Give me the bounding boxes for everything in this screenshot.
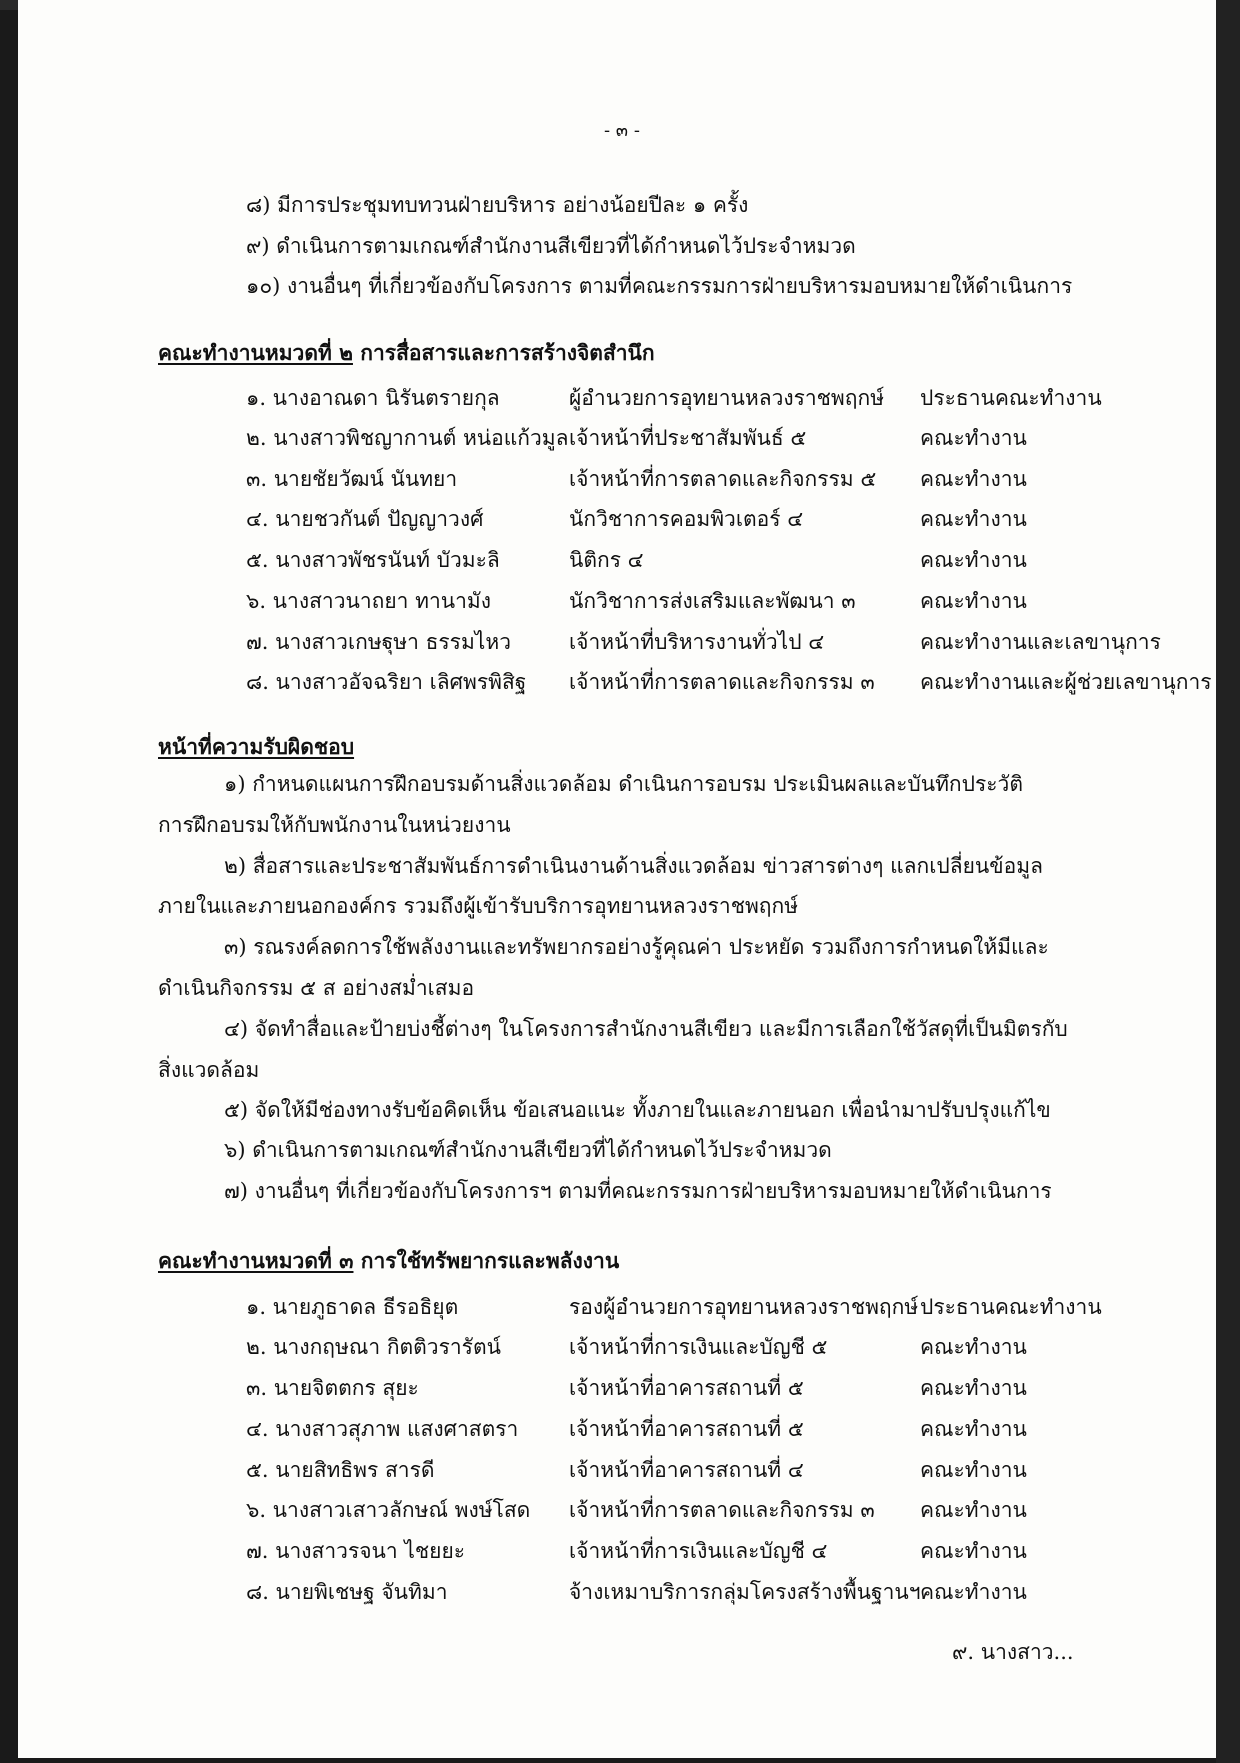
member-role: คณะทำงาน bbox=[920, 1580, 1027, 1604]
member-name: ๖. นางสาวเสาวลักษณ์ พงษ์โสด bbox=[246, 1498, 531, 1522]
member-role: คณะทำงานและผู้ช่วยเลขานุการ bbox=[920, 670, 1212, 694]
member-position: เจ้าหน้าที่ประชาสัมพันธ์ ๕ bbox=[569, 426, 807, 450]
member-role: คณะทำงาน bbox=[920, 548, 1027, 572]
member-name: ๖. นางสาวนาถยา ทานามัง bbox=[246, 589, 491, 613]
member-position: นักวิชาการส่งเสริมและพัฒนา ๓ bbox=[569, 589, 856, 613]
section-heading-3 bbox=[158, 1250, 619, 1271]
duty-line: ๔) จัดทำสื่อและป้ายบ่งชี้ต่างๆ ในโครงการสำนักงานสีเขียว และมีการเลือกใช้วัสดุที่เป็นมิตรกับ bbox=[224, 1017, 1068, 1041]
member-role: ประธานคณะทำงาน bbox=[920, 386, 1102, 410]
member-role: คณะทำงาน bbox=[920, 426, 1027, 450]
duty-line: ๑) กำหนดแผนการฝึกอบรมด้านสิ่งแวดล้อม ดำเนินการอบรม ประเมินผลและบันทึกประวัติ bbox=[224, 772, 1023, 796]
member-name: ๗. นางสาวรจนา ไชยยะ bbox=[246, 1539, 466, 1563]
member-position: เจ้าหน้าที่การตลาดและกิจกรรม ๓ bbox=[569, 670, 875, 694]
member-role: ประธานคณะทำงาน bbox=[920, 1295, 1102, 1319]
member-name: ๘. นายพิเชษฐ จันทิมา bbox=[246, 1580, 448, 1604]
member-position: เจ้าหน้าที่การเงินและบัญชี ๔ bbox=[569, 1539, 828, 1563]
duty-line: สิ่งแวดล้อม bbox=[158, 1058, 260, 1082]
section-heading-3-label: คณะทำงานหมวดที่ ๓ bbox=[158, 1248, 354, 1273]
section-heading-2-label: คณะทำงานหมวดที่ ๒ bbox=[158, 340, 353, 365]
duty-line: ๓) รณรงค์ลดการใช้พลังงานและทรัพยากรอย่างรู้คุณค่า ประหยัด รวมถึงการกำหนดให้มีและ bbox=[224, 935, 1049, 959]
member-position: เจ้าหน้าที่บริหารงานทั่วไป ๔ bbox=[569, 630, 825, 654]
member-name: ๒. นางกฤษณา กิตติวรารัตน์ bbox=[246, 1335, 501, 1359]
member-role: คณะทำงาน bbox=[920, 1335, 1027, 1359]
duty-line: ๕) จัดให้มีช่องทางรับข้อคิดเห็น ข้อเสนอแนะ ทั้งภายในและภายนอก เพื่อนำมาปรับปรุงแก้ไข bbox=[224, 1098, 1051, 1122]
member-name: ๒. นางสาวพิชญากานต์ หน่อแก้วมูล bbox=[246, 426, 569, 450]
member-position: เจ้าหน้าที่การตลาดและกิจกรรม ๕ bbox=[569, 467, 877, 491]
member-name: ๑. นายภูธาดล ธีรอธิยุต bbox=[246, 1295, 459, 1319]
member-role: คณะทำงาน bbox=[920, 1498, 1027, 1522]
member-position: เจ้าหน้าที่การเงินและบัญชี ๕ bbox=[569, 1335, 828, 1359]
member-role: คณะทำงาน bbox=[920, 507, 1027, 531]
duties-heading bbox=[158, 736, 354, 757]
duties-heading-label: หน้าที่ความรับผิดชอบ bbox=[158, 734, 355, 759]
member-role: คณะทำงาน bbox=[920, 1539, 1027, 1563]
page-number: - ๓ - bbox=[604, 120, 640, 141]
list-item: ๑๐) งานอื่นๆ ที่เกี่ยวข้องกับโครงการ ตามที่คณะกรรมการฝ่ายบริหารมอบหมายให้ดำเนินการ bbox=[246, 274, 1073, 298]
member-name: ๓. นายชัยวัฒน์ นันทยา bbox=[246, 467, 458, 491]
duty-line: การฝึกอบรมให้กับพนักงานในหน่วยงาน bbox=[158, 813, 511, 837]
member-role: คณะทำงาน bbox=[920, 589, 1027, 613]
member-role: คณะทำงานและเลขานุการ bbox=[920, 630, 1161, 654]
member-role: คณะทำงาน bbox=[920, 1376, 1027, 1400]
section-heading-3-title: การใช้ทรัพยากรและพลังงาน bbox=[353, 1248, 620, 1273]
continuation-note: ๙. นางสาว... bbox=[952, 1640, 1074, 1664]
member-name: ๔. นายชวกันต์ ปัญญาวงศ์ bbox=[246, 507, 484, 531]
list-item: ๙) ดำเนินการตามเกณฑ์สำนักงานสีเขียวที่ได้กำหนดไว้ประจำหมวด bbox=[246, 234, 856, 258]
member-name: ๑. นางอาณดา นิรันตรายกุล bbox=[246, 386, 500, 410]
member-position: นิติกร ๔ bbox=[569, 548, 644, 572]
member-position: ผู้อำนวยการอุทยานหลวงราชพฤกษ์ bbox=[569, 386, 885, 410]
list-item: ๘) มีการประชุมทบทวนฝ่ายบริหาร อย่างน้อยปีละ ๑ ครั้ง bbox=[246, 193, 749, 217]
duty-line: ๒) สื่อสารและประชาสัมพันธ์การดำเนินงานด้านสิ่งแวดล้อม ข่าวสารต่างๆ แลกเปลี่ยนข้อมูล bbox=[224, 854, 1043, 878]
member-name: ๔. นางสาวสุภาพ แสงศาสตรา bbox=[246, 1417, 519, 1441]
member-position: เจ้าหน้าที่อาคารสถานที่ ๔ bbox=[569, 1458, 804, 1482]
member-position: เจ้าหน้าที่อาคารสถานที่ ๕ bbox=[569, 1376, 804, 1400]
member-role: คณะทำงาน bbox=[920, 467, 1027, 491]
section-heading-2-title: การสื่อสารและการสร้างจิตสำนึก bbox=[352, 340, 655, 365]
member-position: จ้างเหมาบริการกลุ่มโครงสร้างพื้นฐานฯ bbox=[569, 1580, 921, 1604]
member-position: เจ้าหน้าที่อาคารสถานที่ ๕ bbox=[569, 1417, 804, 1441]
member-role: คณะทำงาน bbox=[920, 1417, 1027, 1441]
duty-line: ๖) ดำเนินการตามเกณฑ์สำนักงานสีเขียวที่ได้กำหนดไว้ประจำหมวด bbox=[224, 1138, 832, 1162]
duty-line: ภายในและภายนอกองค์กร รวมถึงผู้เข้ารับบริการอุทยานหลวงราชพฤกษ์ bbox=[158, 894, 799, 918]
duty-line: ๗) งานอื่นๆ ที่เกี่ยวข้องกับโครงการฯ ตามที่คณะกรรมการฝ่ายบริหารมอบหมายให้ดำเนินการ bbox=[224, 1179, 1052, 1203]
member-position: เจ้าหน้าที่การตลาดและกิจกรรม ๓ bbox=[569, 1498, 875, 1522]
duty-line: ดำเนินกิจกรรม ๕ ส อย่างสม่ำเสมอ bbox=[158, 976, 475, 1000]
member-name: ๕. นางสาวพัชรนันท์ บัวมะลิ bbox=[246, 548, 500, 572]
member-name: ๕. นายสิทธิพร สารดี bbox=[246, 1458, 435, 1482]
member-name: ๓. นายจิตตกร สุยะ bbox=[246, 1376, 419, 1400]
scan-border-right bbox=[1216, 0, 1240, 1763]
section-heading-2 bbox=[158, 342, 655, 363]
member-name: ๗. นางสาวเกษฐุษา ธรรมไหว bbox=[246, 630, 511, 654]
member-name: ๘. นางสาวอัจฉริยา เลิศพรพิสิฐ bbox=[246, 670, 527, 694]
member-position: รองผู้อำนวยการอุทยานหลวงราชพฤกษ์ bbox=[569, 1295, 919, 1319]
member-role: คณะทำงาน bbox=[920, 1458, 1027, 1482]
member-position: นักวิชาการคอมพิวเตอร์ ๔ bbox=[569, 507, 804, 531]
